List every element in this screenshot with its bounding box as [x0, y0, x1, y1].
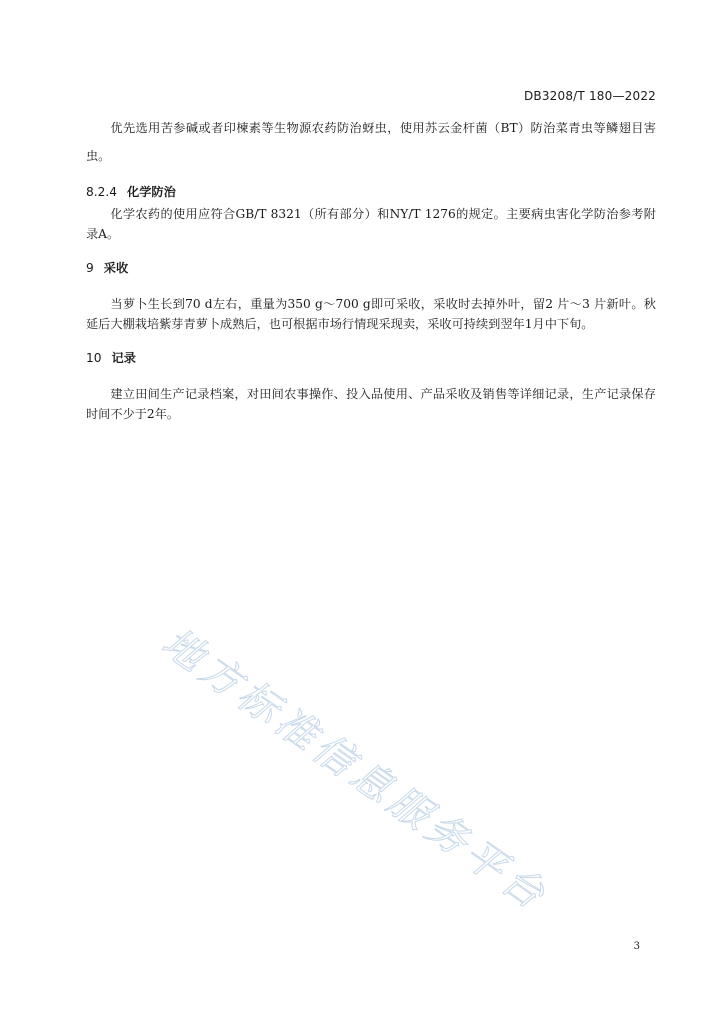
section-title: 采收: [103, 261, 129, 275]
section-number: 8.2.4: [86, 185, 118, 199]
page-content: [86, 114, 656, 424]
document-code: DB3208/T 180—2022: [523, 89, 656, 103]
section-title: 化学防治: [127, 185, 176, 199]
heading-8-2-4: [86, 182, 656, 202]
section-title: 记录: [111, 351, 136, 365]
section-number: 10: [86, 351, 102, 365]
section-number: 9: [86, 261, 94, 275]
paragraph-harvest: 当萝卜生长到70 d左右，重量为350 g～700 g即可采收，采收时去掉外叶，留2 片～3 片新叶。秋延后大棚栽培紫芽青萝卜成熟后，也可根据市场行情现采现卖，采收可持续到翌年1月中下旬。: [86, 297, 656, 331]
paragraph-biopesticide: 优先选用苦参碱或者印楝素等生物源农药防治蚜虫，使用苏云金杆菌（BT）防治菜青虫等鳞翅目害虫。: [86, 121, 656, 163]
paragraph-records: 建立田间生产记录档案，对田间农事操作、投入品使用、产品采收及销售等详细记录，生产记录保存时间不少于2年。: [86, 387, 656, 421]
watermark: 地方标准信息服务平台: [153, 619, 557, 921]
heading-10: [86, 348, 656, 368]
page-number: 3: [633, 941, 640, 952]
paragraph-chemical-control: 化学农药的使用应符合GB/T 8321（所有部分）和NY/T 1276的规定。主要病虫害化学防治参考附录A。: [86, 207, 656, 241]
heading-9: [86, 258, 656, 278]
